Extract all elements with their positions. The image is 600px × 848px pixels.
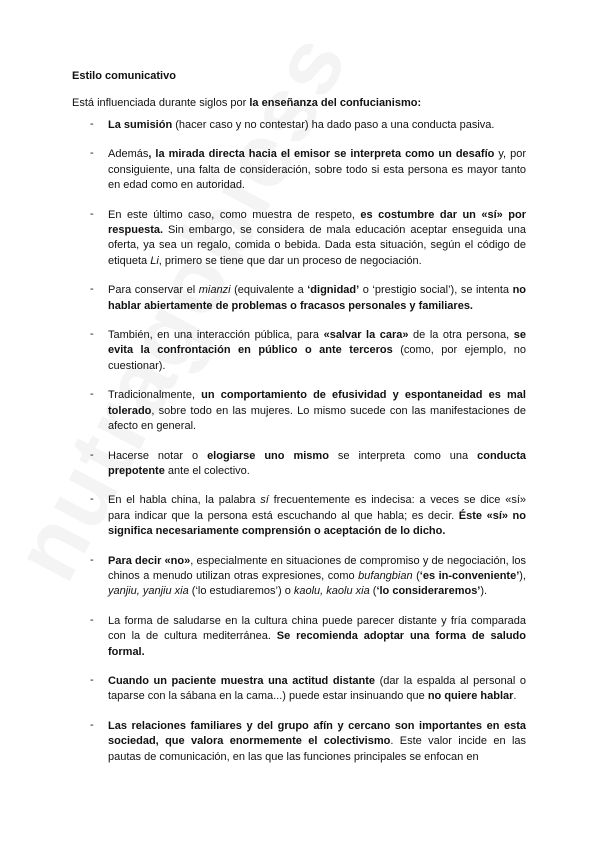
- list-item: [0, 118, 600, 133]
- text-run: Tradicionalmente,: [108, 389, 202, 402]
- text-run: (como, por ejemplo, no cuestionar).: [108, 344, 526, 372]
- text-run: ).: [480, 585, 488, 598]
- list-item: [0, 614, 600, 660]
- bullet-list: [0, 118, 600, 779]
- bold-text: la enseñanza del confucianismo:: [249, 97, 422, 109]
- text-run: Hacerse notar o: [108, 449, 208, 462]
- bold-text: elogiarse uno mismo: [207, 449, 329, 462]
- bullet-dash: -: [90, 718, 94, 731]
- text-run: También, en una interacción pública, para: [108, 329, 324, 342]
- list-item-text: [108, 388, 526, 434]
- bold-text: ‘lo consideraremos’: [376, 585, 481, 598]
- list-item: [0, 493, 600, 539]
- italic-text: yanjiu, yanjiu xia: [108, 585, 189, 598]
- bold-text: Se recomienda adoptar una forma de saludo formal.: [108, 630, 526, 658]
- list-item: [0, 208, 600, 270]
- text-run: En el habla china, la palabra: [108, 494, 261, 507]
- text-run: ),: [519, 569, 526, 582]
- list-item-text: [108, 208, 526, 270]
- text-run: Además: [108, 148, 149, 161]
- list-item-text: [108, 283, 526, 314]
- bold-text: se evita la confrontación en público o ante terceros: [108, 329, 527, 357]
- bullet-dash: -: [90, 118, 94, 130]
- bold-text: ‘dignidad’: [307, 284, 360, 297]
- list-item-text: [108, 493, 526, 539]
- list-item: [0, 449, 600, 480]
- bold-text: conducta prepotente: [108, 449, 527, 477]
- list-item: [0, 719, 600, 765]
- bold-text: un comportamiento de efusividad y espontaneidad es mal tolerado: [108, 389, 526, 417]
- bold-text: no hablar abiertamente de problemas o fracasos personales y familiares.: [108, 284, 527, 312]
- text-run: La forma de saludarse en la cultura china puede parecer distante y fría comparada con la de cultura mediterránea.: [108, 614, 526, 643]
- bold-text: «salvar la cara»: [323, 329, 409, 342]
- bullet-dash: -: [90, 388, 94, 401]
- text-run: , sobre todo en las mujeres. Lo mismo sucede con las manifestaciones de afecto en general.: [108, 404, 526, 433]
- bold-text: , la mirada directa hacia el emisor se interpreta como un desafío: [148, 148, 495, 161]
- list-item-text: [108, 614, 526, 660]
- italic-text: mianzi: [198, 284, 231, 297]
- text-run: ante el colectivo.: [164, 464, 250, 477]
- list-item: [0, 147, 600, 193]
- list-item: [0, 328, 600, 374]
- list-item-text: [108, 719, 526, 765]
- bullet-dash: -: [90, 147, 94, 160]
- text-run: Para conservar el: [108, 284, 199, 297]
- bullet-dash: -: [90, 207, 94, 220]
- text-run: , especialmente en situaciones de compromiso y de negociación, los chinos a menudo utilizan otras expresiones, como: [108, 554, 527, 582]
- bullet-dash: -: [90, 673, 94, 686]
- bullet-dash: -: [90, 613, 94, 626]
- bold-text: no quiere hablar: [427, 690, 514, 703]
- bullet-dash: -: [90, 448, 94, 461]
- bold-text: es costumbre dar un «sí» por respuesta.: [108, 208, 526, 237]
- text-run: (: [369, 585, 377, 598]
- bold-text: Éste «sí» no significa necesariamente comprensión o aceptación de lo dicho.: [108, 509, 526, 538]
- list-item-text: [108, 118, 526, 133]
- text-run: (‘lo estudiaremos’) o: [188, 585, 294, 598]
- text-run: .: [513, 690, 517, 703]
- italic-text: bufangbian: [358, 569, 413, 582]
- bold-text: ‘es in-conveniente’: [419, 569, 520, 582]
- text-run: . Este valor incide en las pautas de comunicación, en las que las funciones principales se enfocan en: [108, 735, 527, 763]
- bullet-dash: -: [90, 283, 94, 296]
- list-item: [0, 674, 600, 705]
- text-run: (: [412, 569, 420, 582]
- list-item: [0, 283, 600, 314]
- list-item-text: [108, 328, 526, 374]
- bold-text: Las relaciones familiares y del grupo afín y cercano son importantes en esta sociedad, que valora enormemente el colectivismo: [108, 719, 526, 748]
- bullet-dash: -: [90, 493, 94, 506]
- italic-text: kaolu, kaolu xia: [293, 585, 370, 598]
- text-run: se interpreta como una: [328, 449, 478, 462]
- bold-text: Para decir «no»: [108, 554, 191, 567]
- text-run: de la otra persona,: [408, 329, 514, 342]
- text-run: Está influenciada durante siglos por: [72, 97, 250, 109]
- list-item: [0, 554, 600, 600]
- list-item-text: [108, 554, 526, 600]
- text-run: En este último caso, como muestra de respeto,: [108, 208, 361, 221]
- text-run: , primero se tiene que dar un proceso de negociación.: [158, 254, 422, 267]
- text-run: (dar la espalda al personal o taparse con la sábana en la cama...) puede estar insinuando que: [108, 674, 526, 703]
- list-item: [0, 388, 600, 434]
- italic-text: sí: [260, 494, 269, 507]
- text-run: o ‘prestigio social’), se intenta: [359, 284, 513, 297]
- section-title: Estilo comunicativo: [72, 70, 176, 82]
- text-run: Sin embargo, se considera de mala educación aceptar enseguida una oferta, ya sea un regalo, comida o bebida. Dada esta situación, según el código de etiqueta: [108, 224, 526, 267]
- bullet-dash: -: [90, 328, 94, 341]
- bold-text: Cuando un paciente muestra una actitud distante: [108, 674, 376, 687]
- text-run: y, por consiguiente, una falta de consideración, sobre todo si esta persona es mayor tanto en edad como en autoridad.: [108, 148, 526, 192]
- italic-text: Li: [150, 254, 159, 267]
- text-run: (hacer caso y no contestar) ha dado paso a una conducta pasiva.: [172, 119, 495, 131]
- text-run: (equivalente a: [230, 284, 308, 297]
- bullet-dash: -: [90, 553, 94, 566]
- list-item-text: [108, 674, 526, 705]
- list-item-text: [108, 147, 526, 193]
- intro-paragraph: [72, 97, 421, 109]
- list-item-text: [108, 449, 526, 480]
- text-run: frecuentemente es indecisa: a veces se dice «sí» para indicar que la persona está escuchando al que habla; es decir.: [108, 494, 526, 522]
- bold-text: La sumisión: [108, 119, 173, 131]
